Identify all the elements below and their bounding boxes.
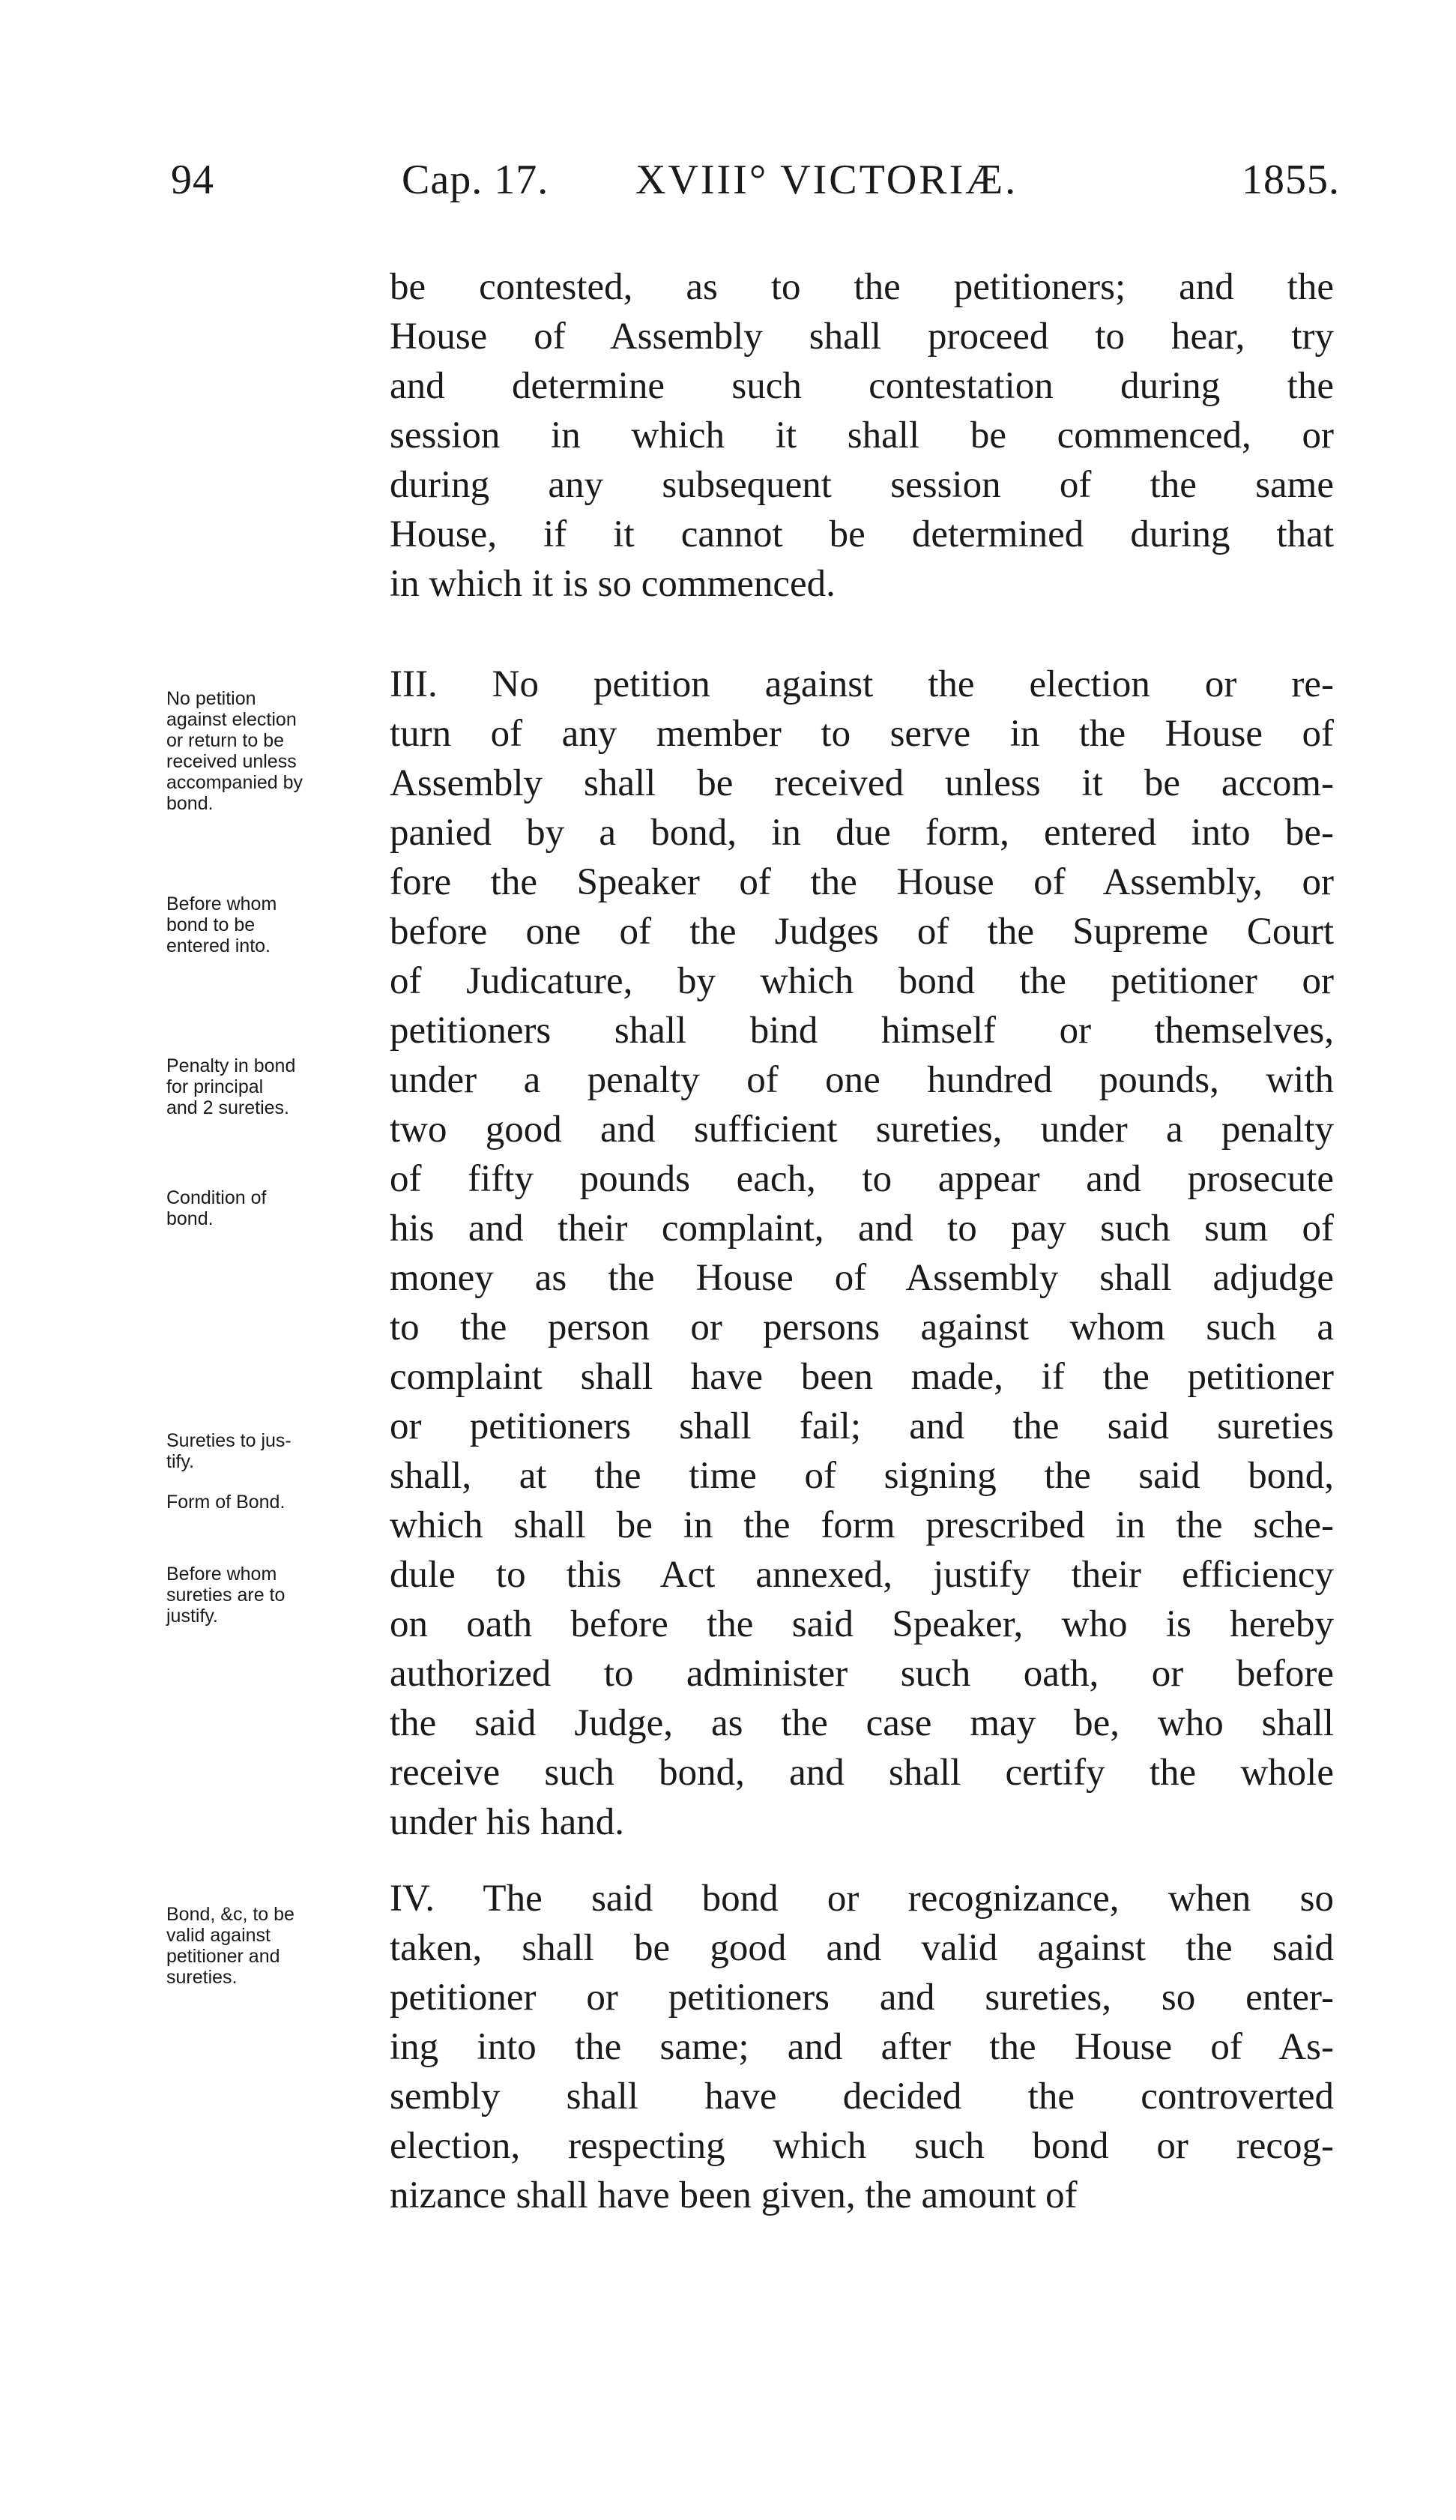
text-line: the said Judge, as the case may be, who shall [390, 1702, 1334, 1744]
text-line: authorized to administer such oath, or before [390, 1653, 1334, 1695]
note-line: Sureties to jus- [166, 1430, 291, 1451]
text-line: session in which it shall be commenced, or [390, 415, 1334, 456]
marginal-note-penalty [166, 1055, 384, 1118]
text-line: money as the House of Assembly shall adjudge [390, 1257, 1334, 1299]
section-3-paragraph [390, 660, 1334, 1847]
text-line: of fifty pounds each, to appear and prosecute [390, 1158, 1334, 1200]
text-line: turn of any member to serve in the House of [390, 713, 1334, 755]
marginal-note-no-petition [166, 688, 384, 814]
text-line: to the person or persons against whom such a [390, 1306, 1334, 1348]
text-line: IV. The said bond or recognizance, when so [390, 1878, 1334, 1920]
note-line: Condition of [166, 1187, 267, 1208]
note-line: Bond, &c, to be [166, 1904, 294, 1925]
note-line: valid against [166, 1925, 271, 1946]
text-line: shall, at the time of signing the said bond, [390, 1455, 1334, 1497]
text-line: petitioners shall bind himself or themselves, [390, 1010, 1334, 1052]
note-line: No petition [166, 688, 256, 709]
text-line: receive such bond, and shall certify the whole [390, 1752, 1334, 1794]
marginal-note-sureties-justify [166, 1430, 384, 1472]
note-line: received unless [166, 751, 297, 772]
text-line: III. No petition against the election or re- [390, 663, 1334, 705]
note-line: Before whom [166, 1564, 277, 1585]
marginal-note-condition [166, 1187, 384, 1229]
note-line: and 2 sureties. [166, 1097, 289, 1118]
text-line: under a penalty of one hundred pounds, with [390, 1059, 1334, 1101]
note-line: bond. [166, 793, 214, 814]
marginal-note-bond-valid [166, 1904, 384, 1988]
note-line: entered into. [166, 935, 271, 956]
note-line: sureties. [166, 1967, 238, 1988]
text-line: House of Assembly shall proceed to hear, try [390, 316, 1334, 358]
text-line: fore the Speaker of the House of Assembly, or [390, 861, 1334, 903]
text-line: nizance shall have been given, the amount of [390, 2174, 1078, 2216]
section-4-paragraph [390, 1874, 1334, 2220]
text-line: in which it is so commenced. [390, 563, 836, 605]
page-number: 94 [171, 157, 214, 203]
text-line: during any subsequent session of the same [390, 464, 1334, 506]
note-line: accompanied by [166, 772, 303, 793]
note-line: for principal [166, 1076, 264, 1097]
text-line: which shall be in the form prescribed in the sche- [390, 1504, 1334, 1546]
chapter-label: Cap. 17. [402, 157, 549, 203]
note-line: justify. [166, 1606, 218, 1627]
text-line: or petitioners shall fail; and the said sureties [390, 1405, 1334, 1447]
note-line: sureties are to [166, 1585, 286, 1606]
year-label: 1855. [1242, 157, 1340, 203]
text-line: before one of the Judges of the Supreme Court [390, 911, 1334, 953]
note-line: Before whom [166, 893, 277, 914]
note-line: bond. [166, 1208, 214, 1229]
text-line: under his hand. [390, 1801, 625, 1843]
text-line: ing into the same; and after the House of As- [390, 2026, 1334, 2068]
note-line: or return to be [166, 730, 285, 751]
note-line: Penalty in bond [166, 1055, 296, 1076]
text-line: his and their complaint, and to pay such sum of [390, 1208, 1334, 1250]
marginal-note-before-whom [166, 893, 384, 956]
text-line: panied by a bond, in due form, entered into be- [390, 812, 1334, 854]
text-line: election, respecting which such bond or recog- [390, 2125, 1334, 2167]
text-line: dule to this Act annexed, justify their efficiency [390, 1554, 1334, 1596]
running-header [171, 150, 1340, 210]
continuation-paragraph [390, 262, 1334, 609]
note-line: tify. [166, 1451, 195, 1472]
text-line: on oath before the said Speaker, who is hereby [390, 1603, 1334, 1645]
text-line: taken, shall be good and valid against the said [390, 1927, 1334, 1969]
text-line: and determine such contestation during the [390, 365, 1334, 407]
text-line: be contested, as to the petitioners; and the [390, 266, 1334, 308]
marginal-note-form-of-bond [166, 1492, 384, 1513]
marginal-note-before-whom-sureties [166, 1564, 384, 1627]
note-line: against election [166, 709, 297, 730]
reign-title: XVIII° VICTORIÆ. [635, 157, 1018, 203]
text-line: of Judicature, by which bond the petitioner or [390, 960, 1334, 1002]
note-line: bond to be [166, 914, 256, 935]
text-line: complaint shall have been made, if the petitioner [390, 1356, 1334, 1398]
text-line: two good and sufficient sureties, under a penalty [390, 1109, 1334, 1151]
text-line: petitioner or petitioners and sureties, so enter- [390, 1977, 1334, 2019]
note-line: Form of Bond. [166, 1492, 286, 1513]
text-line: House, if it cannot be determined during that [390, 513, 1334, 555]
text-line: Assembly shall be received unless it be accom- [390, 762, 1334, 804]
text-line: sembly shall have decided the controverted [390, 2076, 1334, 2117]
note-line: petitioner and [166, 1946, 280, 1967]
